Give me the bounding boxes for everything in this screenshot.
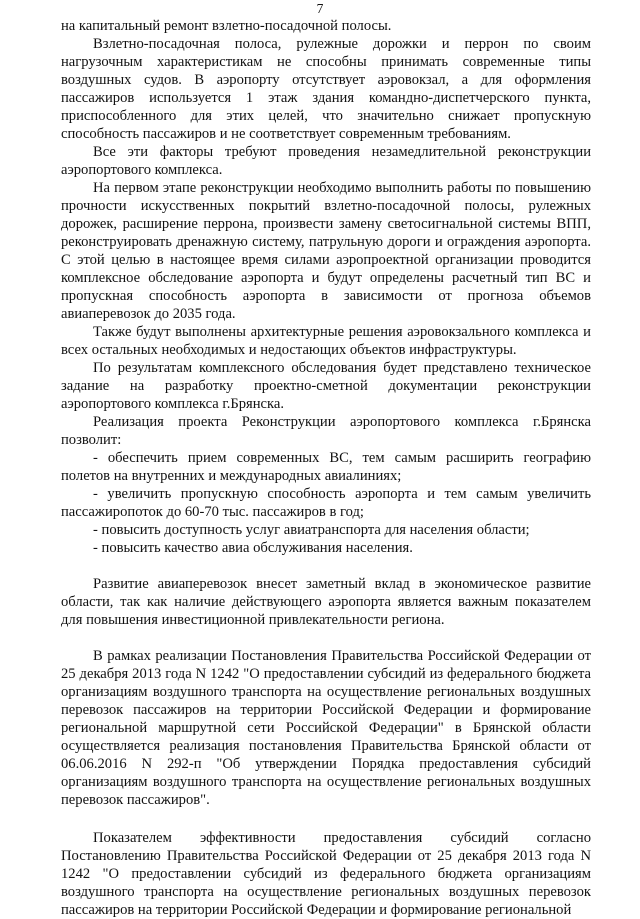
list-item: - увеличить пропускную способность аэропорта и тем самым увеличить пассажиропоток до 60-70 тыс. пассажиров в год; [61,486,591,520]
paragraph-runway-condition: Взлетно-посадочная полоса, рулежные дорожки и перрон по своим нагрузочным характеристикам не способны принимать современные типы воздушных судов. В аэропорту отсутствует аэровокзал, а для оформления пассажиров используется 1 этаж здания командно-диспетчерского пункта, приспособленного для этих целей, что значительно снижает пропускную способность пассажиров и не соответствует современным требованиям. [61,36,591,142]
paragraph-reconstruction-need: Все эти факторы требуют проведения незамедлительной реконструкции аэропортового комплекса. [61,144,591,178]
paragraph-architecture: Также будут выполнены архитектурные решения аэровокзального комплекса и всех остальных необходимых и недостающих объектов инфраструктуры. [61,324,591,358]
paragraph-first-stage: На первом этапе реконструкции необходимо выполнить работы по повышению прочности искусственных покрытий взлетно-посадочной полосы, рулежных дорожек, расширение перрона, произвести замену светосигнальной системы ВПП, реконструировать дренажную систему, патрульную дороги и ограждения аэропорта. С этой целью в настоящее время силами аэропроектной организации проводится комплексное обследование аэропорта и будут определены расчетный тип ВС и пропускная способность аэропорта в зависимости от прогноза объемов авиаперевозок до 2035 года. [61,180,591,322]
paragraph-development: Развитие авиаперевозок внесет заметный вклад в экономическое развитие области, так как наличие действующего аэропорта является важным показателем для повышения инвестиционной привлекательности региона. [61,576,591,628]
list-item: - обеспечить прием современных ВС, тем самым расширить географию полетов на внутренних и международных авиалиниях; [61,450,591,484]
paragraph-project-allows: Реализация проекта Реконструкции аэропортового комплекса г.Брянска позволит: [61,414,591,448]
list-item: - повысить доступность услуг авиатранспорта для населения области; [93,522,530,538]
list-item: - повысить качество авиа обслуживания населения. [93,540,413,556]
page-number: 7 [316,1,324,16]
paragraph-technical-task: По результатам комплексного обследования будет представлено техническое задание на разработку проектно-сметной документации реконструкции аэропортового комплекса г.Брянска. [61,360,591,412]
paragraph-efficiency: Показателем эффективности предоставления субсидий согласно Постановлению Правительства Российской Федерации от 25 декабря 2013 года N 1242 "О предоставлении субсидий из федерального бюджета организациям воздушного транспорта на осуществление региональных воздушных перевозок пассажиров на территории Российской Федерации и формирование региональной [61,830,591,918]
paragraph-resolution: В рамках реализации Постановления Правительства Российской Федерации от 25 декабря 2013 года N 1242 "О предоставлении субсидий из федерального бюджета организациям воздушного транспорта на осуществление региональных воздушных перевозок пассажиров на территории Российской Федерации и формирование региональной маршрутной сети Российской Федерации" в Брянской области осуществляется реализация постановления Правительства Брянской области от 06.06.2016 N 292-п "Об утверждении Порядка предоставления субсидий организациям воздушного транспорта на осуществление региональных воздушных перевозок пассажиров". [61,648,591,808]
paragraph-continuation: на капитальный ремонт взлетно-посадочной полосы. [61,18,392,34]
document-body [61,17,591,919]
